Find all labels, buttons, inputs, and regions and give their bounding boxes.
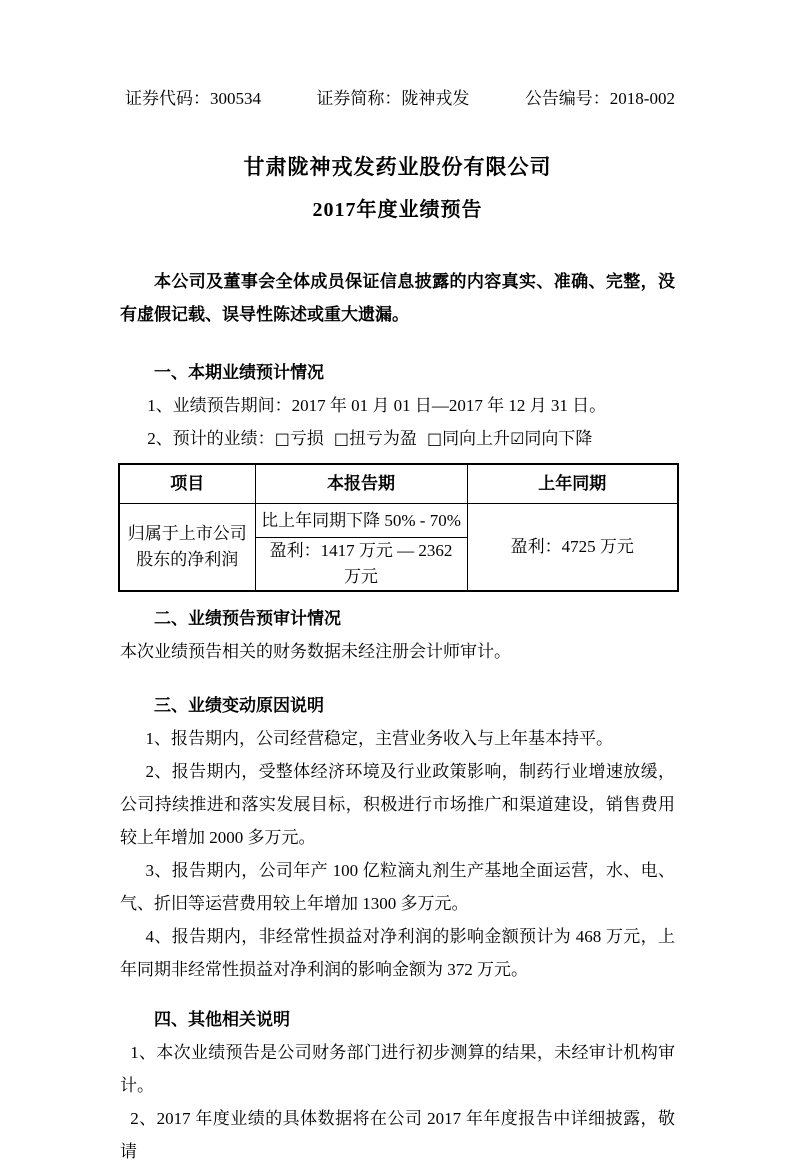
prior-period-value: 盈利：4725 万元 bbox=[467, 504, 678, 592]
stock-code: 证券代码：300534 bbox=[125, 89, 261, 108]
checkbox-unchecked-icon: □ bbox=[333, 429, 349, 448]
col-header-prior-period: 上年同期 bbox=[467, 464, 678, 504]
checkbox-unchecked-icon: □ bbox=[426, 429, 443, 448]
section4-item2: 2、2017 年度业绩的具体数据将在公司 2017 年年度报告中详细披露，敬请 bbox=[120, 1109, 675, 1161]
option-label: 扭亏为盈 bbox=[348, 429, 417, 448]
section3-heading: 三、业绩变动原因说明 bbox=[154, 696, 324, 715]
checkbox-unchecked-icon: □ bbox=[274, 429, 290, 448]
table-header-row bbox=[119, 464, 678, 504]
document-subtitle: 2017年度业绩预告 bbox=[312, 199, 483, 221]
company-title: 甘肃陇神戎发药业股份有限公司 bbox=[243, 155, 552, 179]
col-header-item: 项目 bbox=[119, 464, 255, 504]
section4-item1: 1、本次业绩预告是公司财务部门进行初步测算的结果，未经审计机构审计。 bbox=[120, 1043, 675, 1095]
option-label: 亏损 bbox=[289, 429, 324, 448]
checkbox-checked-icon: ☑ bbox=[510, 429, 525, 448]
table-row bbox=[119, 504, 678, 538]
checkbox-option-same-direction-up bbox=[427, 429, 510, 448]
performance-forecast-table bbox=[118, 463, 679, 592]
options-prefix: 2、预计的业绩： bbox=[147, 429, 275, 448]
document-header-line bbox=[120, 88, 675, 110]
section1-item2 bbox=[120, 422, 675, 455]
col-header-current-period: 本报告期 bbox=[255, 464, 467, 504]
section2-heading: 二、业绩预告预审计情况 bbox=[154, 609, 341, 628]
stock-abbr: 证券简称：陇神戎发 bbox=[316, 89, 470, 108]
section2-body: 本次业绩预告相关的财务数据未经注册会计师审计。 bbox=[120, 642, 511, 661]
option-label: 同向上升 bbox=[442, 429, 511, 448]
section3-item1: 1、报告期内，公司经营稳定，主营业务收入与上年基本持平。 bbox=[145, 729, 613, 748]
current-period-profit-range: 盈利：1417 万元 — 2362 万元 bbox=[255, 538, 467, 592]
row-label-net-profit: 归属于上市公司股东的净利润 bbox=[119, 504, 255, 592]
option-label: 同向下降 bbox=[524, 429, 593, 448]
section4-heading: 四、其他相关说明 bbox=[154, 1010, 290, 1029]
section3-item3: 3、报告期内，公司年产 100 亿粒滴丸剂生产基地全面运营，水、电、气、折旧等运营费用较上年增加 1300 多万元。 bbox=[120, 861, 675, 913]
section1-heading: 一、本期业绩预计情况 bbox=[154, 363, 324, 382]
section3-item4: 4、报告期内，非经常性损益对净利润的影响金额预计为 468 万元，上年同期非经常性损益对净利润的影响金额为 372 万元。 bbox=[120, 927, 675, 979]
section3-item2: 2、报告期内，受整体经济环境及行业政策影响，制药行业增速放缓，公司持续推进和落实发展目标，积极进行市场推广和渠道建设，销售费用较上年增加 2000 多万元。 bbox=[120, 762, 675, 847]
document-page bbox=[120, 0, 675, 1168]
checkbox-option-same-direction-down bbox=[510, 429, 592, 448]
announcement-number: 公告编号：2018-002 bbox=[524, 89, 675, 108]
checkbox-option-loss bbox=[275, 429, 324, 448]
disclaimer-paragraph: 本公司及董事会全体成员保证信息披露的内容真实、准确、完整，没有虚假记载、误导性陈述或重大遗漏。 bbox=[120, 272, 675, 324]
section1-item1: 1、业绩预告期间：2017 年 01 月 01 日—2017 年 12 月 31 日。 bbox=[147, 396, 607, 415]
current-period-change: 比上年同期下降 50% - 70% bbox=[255, 504, 467, 538]
checkbox-option-turnaround bbox=[334, 429, 417, 448]
